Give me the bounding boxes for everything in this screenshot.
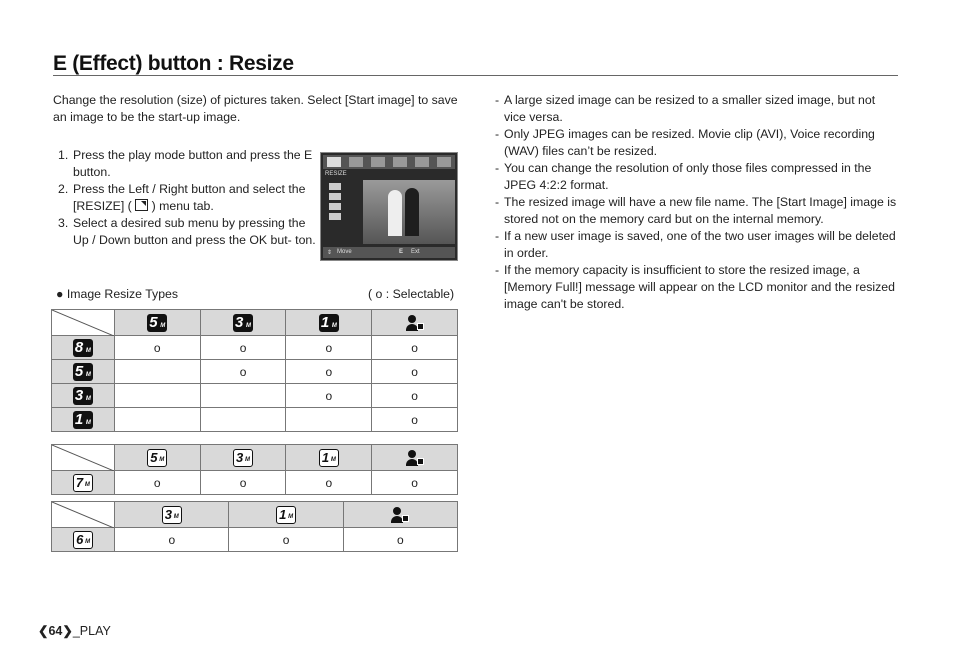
resolution-1m-icon: 1 M [74,410,91,428]
diagonal-line [52,445,114,471]
step-number: 2. [58,182,69,196]
row-header [52,471,115,495]
row-header [52,528,115,552]
note-text: A large sized image can be resized to a smaller sized image, but not vice versa. [504,93,876,124]
empty-cell [114,360,200,384]
selectable-mark: o [114,336,200,360]
selectable-mark: o [286,471,372,495]
lcd-option-start-image [329,213,341,220]
step-text: Select a desired sub menu by pressing the Up / Down button and press the OK but- ton. [73,216,316,247]
selectable-mark: o [286,336,372,360]
resize-tab-icon [135,199,148,211]
note-text: If the memory capacity is insufficient to store the resized image, a [Memory Full!] message will appear on the LCD monitor and the resized image can't be stored. [504,263,895,311]
resize-tab-icon [327,157,341,167]
empty-cell [200,384,286,408]
selectable-mark: o [200,336,286,360]
lcd-option-1m [329,203,341,210]
note-text: Only JPEG images can be resized. Movie clip (AVI), Voice recording (WAV) files can’t be resized. [504,127,875,158]
lcd-bottom-bar [323,247,455,258]
step-item [58,147,316,181]
title-rule [53,75,898,76]
selectable-mark: o [286,384,372,408]
selectable-mark: o [372,336,458,360]
resolution-5m-icon: 5 M [149,313,166,331]
step-text: ) menu tab. [151,199,214,213]
bride-figure [388,190,402,236]
effect-tab-icon [393,157,407,167]
selectable-mark: o [372,471,458,495]
resolution-5m-icon: 5 M [74,362,91,380]
row-header [52,360,115,384]
lcd-option-3m [329,193,341,200]
col-header [343,502,457,528]
page-footer [38,623,111,638]
selectable-mark: o [200,471,286,495]
notes-list [495,92,900,313]
empty-cell [200,408,286,432]
lcd-photo [363,180,455,244]
step-number: 3. [58,216,69,230]
resolution-1m-icon: 1 M [319,449,339,467]
page-title: E (Effect) button : Resize [53,52,294,75]
table-row [52,471,458,495]
selectable-mark: o [372,384,458,408]
step-item [58,181,316,215]
empty-cell [286,408,372,432]
intro-text: Change the resolution (size) of pictures taken. Select [Start image] to save an image to be the start-up image. [53,93,458,124]
lcd-move-hint: Move [337,249,352,255]
col-header [114,445,200,471]
frame-tab-icon [415,157,429,167]
note-item: - If the memory capacity is insufficient to store the resized image, a [Memory Full!] message will appear on the LCD monitor and the resized image can't be stored. [495,263,895,311]
resolution-7m-icon: 7 M [73,474,93,492]
face-tab-icon [437,157,451,167]
lcd-menu-bar [323,155,455,169]
selectable-mark: o [229,528,343,552]
col-header [200,310,286,336]
groom-figure [405,188,419,236]
section-label: _PLAY [72,624,111,638]
resolution-1m-icon: 1 M [320,313,337,331]
resolution-6m-icon: 6 M [73,531,93,549]
selectable-mark: o [372,408,458,432]
empty-cell [114,384,200,408]
col-header [372,310,458,336]
note-text: You can change the resolution of only those files compressed in the JPEG 4:2:2 format. [504,161,872,192]
selectable-mark: o [343,528,457,552]
step-item [58,215,316,249]
table-corner [52,310,115,336]
resize-table-1 [51,309,458,432]
resolution-8m-icon: 8 M [74,338,91,356]
selectable-mark: o [286,360,372,384]
col-header [229,502,343,528]
start-image-icon [390,506,410,524]
lcd-screenshot [320,152,458,261]
start-image-icon [405,314,425,332]
lcd-exit-hint: Ext [411,249,420,255]
note-text: If a new user image is saved, one of the two user images will be deleted in order. [504,229,896,260]
row-header [52,336,115,360]
col-header [115,502,229,528]
lcd-menu-label: RESIZE [325,171,347,177]
col-header [286,310,372,336]
row-header [52,408,115,432]
table-row [52,384,458,408]
steps-list [58,147,316,249]
note-item: - Only JPEG images can be resized. Movie clip (AVI), Voice recording (WAV) files can’t be resized. [495,127,875,158]
resolution-5m-icon: 5 M [147,449,167,467]
step-text: Press the play mode button and press the E button. [73,148,313,179]
types-label: ● Image Resize Types [56,287,179,301]
note-item: - If a new user image is saved, one of the two user images will be deleted in order. [495,229,896,260]
table-row [52,528,458,552]
table-row [52,360,458,384]
resolution-3m-icon: 3 M [74,386,91,404]
table-row [52,408,458,432]
resolution-3m-icon: 3 M [162,506,182,524]
col-header [200,445,286,471]
color-tab-icon [371,157,385,167]
col-header [114,310,200,336]
selectable-note: ( o : Selectable) [368,287,455,301]
note-item: - The resized image will have a new file name. The [Start Image] image is stored not on the memory card but on the internal memory. [495,195,897,226]
resize-table-2 [51,444,458,495]
table-corner [52,445,115,471]
table-corner [52,502,115,528]
col-header [372,445,458,471]
note-item: - You can change the resolution of only those files compressed in the JPEG 4:2:2 format. [495,161,872,192]
page-number: ❮64❯ [38,624,73,638]
selectable-mark: o [200,360,286,384]
lcd-option-5m [329,183,341,190]
row-header [52,384,115,408]
diagonal-line [52,502,114,528]
updown-icon: ⇕ [327,250,333,256]
note-item: - A large sized image can be resized to a smaller sized image, but not vice versa. [495,93,876,124]
resize-table-3 [51,501,458,552]
lcd-e-key: E [399,249,404,255]
step-number: 1. [58,148,69,162]
resolution-3m-icon: 3 M [235,313,252,331]
table-row [52,336,458,360]
start-image-icon [405,449,425,467]
resolution-1m-icon: 1 M [276,506,296,524]
diagonal-line [52,310,114,336]
selectable-mark: o [372,360,458,384]
col-header [286,445,372,471]
empty-cell [114,408,200,432]
step-text: Press the Left / Right button and select the [RESIZE] ( [73,182,306,213]
rotate-tab-icon [349,157,363,167]
resolution-3m-icon: 3 M [233,449,253,467]
note-text: The resized image will have a new file name. The [Start Image] image is stored not on the memory card but on the internal memory. [504,195,897,226]
selectable-mark: o [114,471,200,495]
selectable-mark: o [115,528,229,552]
